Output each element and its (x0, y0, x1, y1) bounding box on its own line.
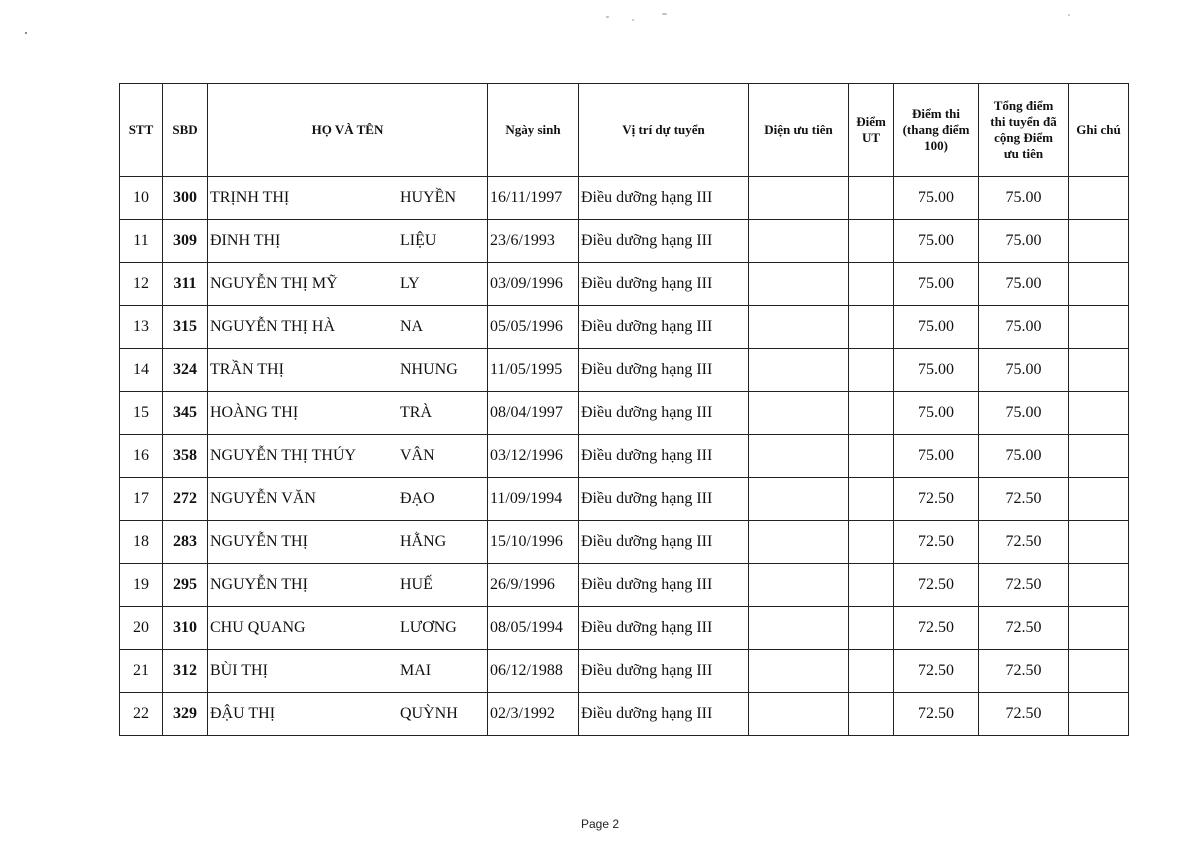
cell-priority-type (749, 392, 849, 435)
cell-total: 72.50 (979, 478, 1069, 521)
cell-name-given: HẰNG (400, 533, 447, 550)
cell-dob: 11/05/1995 (488, 349, 579, 392)
cell-priority-score (849, 349, 894, 392)
table-row (120, 478, 1129, 521)
cell-name-surname: NGUYỄN THỊ HÀ (210, 318, 336, 335)
cell-name (208, 435, 488, 478)
cell-stt: 10 (120, 177, 163, 220)
cell-sbd: 309 (163, 220, 208, 263)
cell-dob: 02/3/1992 (488, 693, 579, 736)
cell-exam-score: 72.50 (894, 521, 979, 564)
cell-name (208, 392, 488, 435)
cell-name-surname: NGUYỄN THỊ (210, 533, 308, 550)
cell-position: Điều dưỡng hạng III (579, 392, 749, 435)
header-row (120, 84, 1129, 177)
cell-sbd: 272 (163, 478, 208, 521)
cell-exam-score: 72.50 (894, 478, 979, 521)
cell-stt: 14 (120, 349, 163, 392)
table-row (120, 177, 1129, 220)
header-total-line2: thi tuyển đã (990, 114, 1057, 129)
cell-priority-score (849, 220, 894, 263)
cell-name-given: NHUNG (400, 361, 458, 378)
cell-priority-score (849, 564, 894, 607)
cell-position: Điều dưỡng hạng III (579, 650, 749, 693)
cell-stt: 22 (120, 693, 163, 736)
cell-position: Điều dưỡng hạng III (579, 478, 749, 521)
cell-name (208, 693, 488, 736)
header-priority-score (849, 84, 894, 177)
cell-dob: 16/11/1997 (488, 177, 579, 220)
cell-position: Điều dưỡng hạng III (579, 220, 749, 263)
scan-speck (1068, 14, 1070, 16)
cell-name-given: ĐẠO (400, 490, 435, 507)
header-position: Vị trí dự tuyển (579, 84, 749, 177)
cell-name-surname: ĐẬU THỊ (210, 705, 276, 722)
cell-priority-score (849, 693, 894, 736)
cell-priority-score (849, 435, 894, 478)
header-total-line1: Tổng điểm (993, 98, 1054, 113)
cell-exam-score: 75.00 (894, 263, 979, 306)
cell-total: 75.00 (979, 306, 1069, 349)
cell-sbd: 315 (163, 306, 208, 349)
cell-total: 72.50 (979, 693, 1069, 736)
table-row (120, 607, 1129, 650)
cell-name-given: NA (400, 318, 424, 335)
scan-speck (25, 32, 27, 34)
cell-position: Điều dưỡng hạng III (579, 564, 749, 607)
cell-priority-score (849, 650, 894, 693)
cell-priority-type (749, 435, 849, 478)
cell-name (208, 220, 488, 263)
cell-name-surname: ĐINH THỊ (210, 232, 281, 249)
cell-total: 72.50 (979, 607, 1069, 650)
cell-name-given: QUỲNH (400, 705, 458, 722)
cell-priority-type (749, 607, 849, 650)
cell-priority-type (749, 263, 849, 306)
cell-name (208, 564, 488, 607)
table-row (120, 650, 1129, 693)
header-total-line4: ưu tiên (1003, 146, 1044, 161)
cell-priority-score (849, 263, 894, 306)
cell-total: 72.50 (979, 564, 1069, 607)
cell-note (1069, 263, 1129, 306)
cell-stt: 18 (120, 521, 163, 564)
cell-stt: 17 (120, 478, 163, 521)
cell-name-given: HUYỀN (400, 189, 456, 206)
cell-exam-score: 72.50 (894, 693, 979, 736)
cell-exam-score: 75.00 (894, 306, 979, 349)
cell-name-surname: NGUYỄN THỊ MỸ (210, 275, 338, 292)
header-priority-score-line1: Điểm (856, 114, 886, 129)
cell-dob: 23/6/1993 (488, 220, 579, 263)
cell-dob: 06/12/1988 (488, 650, 579, 693)
cell-position: Điều dưỡng hạng III (579, 263, 749, 306)
cell-name (208, 263, 488, 306)
table-row (120, 220, 1129, 263)
cell-sbd: 310 (163, 607, 208, 650)
cell-note (1069, 220, 1129, 263)
cell-dob: 08/04/1997 (488, 392, 579, 435)
cell-stt: 20 (120, 607, 163, 650)
cell-position: Điều dưỡng hạng III (579, 607, 749, 650)
cell-position: Điều dưỡng hạng III (579, 349, 749, 392)
table-header (120, 84, 1129, 177)
cell-exam-score: 72.50 (894, 607, 979, 650)
cell-name-given: LIỆU (400, 232, 437, 249)
cell-note (1069, 177, 1129, 220)
cell-dob: 05/05/1996 (488, 306, 579, 349)
cell-priority-score (849, 478, 894, 521)
cell-sbd: 324 (163, 349, 208, 392)
cell-name (208, 521, 488, 564)
cell-name-surname: NGUYỄN VĂN (210, 490, 316, 507)
cell-position: Điều dưỡng hạng III (579, 177, 749, 220)
scan-speck (606, 16, 609, 18)
cell-name (208, 478, 488, 521)
cell-priority-score (849, 392, 894, 435)
cell-name-surname: HOÀNG THỊ (210, 404, 299, 421)
header-stt: STT (120, 84, 163, 177)
cell-name-given: VÂN (400, 447, 435, 464)
cell-total: 75.00 (979, 349, 1069, 392)
cell-total: 75.00 (979, 263, 1069, 306)
cell-sbd: 300 (163, 177, 208, 220)
cell-stt: 11 (120, 220, 163, 263)
header-sbd: SBD (163, 84, 208, 177)
cell-name-given: LY (400, 275, 420, 292)
cell-total: 75.00 (979, 177, 1069, 220)
cell-note (1069, 392, 1129, 435)
cell-stt: 16 (120, 435, 163, 478)
header-total (979, 84, 1069, 177)
cell-dob: 03/12/1996 (488, 435, 579, 478)
cell-priority-type (749, 564, 849, 607)
cell-priority-score (849, 521, 894, 564)
header-priority-type: Diện ưu tiên (749, 84, 849, 177)
results-table (119, 83, 1129, 736)
cell-exam-score: 72.50 (894, 650, 979, 693)
cell-exam-score: 75.00 (894, 220, 979, 263)
cell-name-given: HUẾ (400, 576, 433, 593)
cell-dob: 26/9/1996 (488, 564, 579, 607)
cell-position: Điều dưỡng hạng III (579, 521, 749, 564)
cell-total: 75.00 (979, 392, 1069, 435)
cell-total: 72.50 (979, 521, 1069, 564)
cell-name (208, 306, 488, 349)
table-row (120, 263, 1129, 306)
cell-note (1069, 435, 1129, 478)
cell-name (208, 650, 488, 693)
header-exam-score-line3: 100) (924, 138, 948, 153)
table-row (120, 564, 1129, 607)
cell-sbd: 329 (163, 693, 208, 736)
page-number: Page 2 (580, 817, 620, 831)
header-exam-score (894, 84, 979, 177)
cell-total: 75.00 (979, 435, 1069, 478)
cell-name-surname: NGUYỄN THỊ THÚY (210, 447, 357, 464)
cell-position: Điều dưỡng hạng III (579, 435, 749, 478)
cell-name-surname: NGUYỄN THỊ (210, 576, 308, 593)
cell-exam-score: 75.00 (894, 349, 979, 392)
cell-stt: 19 (120, 564, 163, 607)
cell-priority-score (849, 306, 894, 349)
table-row (120, 693, 1129, 736)
cell-name-surname: BÙI THỊ (210, 662, 268, 679)
header-priority-score-line2: UT (861, 130, 881, 145)
cell-note (1069, 650, 1129, 693)
cell-total: 72.50 (979, 650, 1069, 693)
cell-priority-type (749, 306, 849, 349)
scan-speck (632, 19, 634, 21)
cell-sbd: 311 (163, 263, 208, 306)
table-row (120, 349, 1129, 392)
cell-stt: 15 (120, 392, 163, 435)
header-note: Ghi chú (1069, 84, 1129, 177)
cell-note (1069, 564, 1129, 607)
cell-name-given: MAI (400, 662, 432, 679)
cell-note (1069, 521, 1129, 564)
cell-sbd: 345 (163, 392, 208, 435)
cell-sbd: 312 (163, 650, 208, 693)
cell-name (208, 607, 488, 650)
cell-position: Điều dưỡng hạng III (579, 306, 749, 349)
cell-priority-type (749, 349, 849, 392)
header-dob: Ngày sinh (488, 84, 579, 177)
cell-exam-score: 75.00 (894, 177, 979, 220)
table-row (120, 521, 1129, 564)
cell-name (208, 177, 488, 220)
cell-position: Điều dưỡng hạng III (579, 693, 749, 736)
cell-name-surname: TRỊNH THỊ (210, 189, 290, 206)
cell-dob: 11/09/1994 (488, 478, 579, 521)
header-total-line3: cộng Điểm (994, 130, 1053, 145)
cell-note (1069, 349, 1129, 392)
table-row (120, 306, 1129, 349)
cell-note (1069, 478, 1129, 521)
cell-note (1069, 607, 1129, 650)
cell-note (1069, 693, 1129, 736)
cell-dob: 03/09/1996 (488, 263, 579, 306)
cell-sbd: 295 (163, 564, 208, 607)
cell-total: 75.00 (979, 220, 1069, 263)
cell-dob: 15/10/1996 (488, 521, 579, 564)
cell-name-given: LƯƠNG (400, 619, 457, 636)
header-exam-score-line1: Điểm thi (911, 106, 961, 121)
cell-exam-score: 72.50 (894, 564, 979, 607)
cell-dob: 08/05/1994 (488, 607, 579, 650)
cell-name (208, 349, 488, 392)
cell-priority-type (749, 693, 849, 736)
cell-priority-type (749, 650, 849, 693)
header-exam-score-line2: (thang điểm (902, 122, 970, 137)
cell-exam-score: 75.00 (894, 435, 979, 478)
cell-name-surname: TRẦN THỊ (210, 361, 284, 378)
table-row (120, 392, 1129, 435)
cell-note (1069, 306, 1129, 349)
cell-stt: 13 (120, 306, 163, 349)
table-body (120, 177, 1129, 736)
cell-sbd: 283 (163, 521, 208, 564)
cell-exam-score: 75.00 (894, 392, 979, 435)
cell-name-given: TRÀ (400, 404, 432, 421)
cell-stt: 21 (120, 650, 163, 693)
cell-priority-type (749, 478, 849, 521)
cell-priority-score (849, 607, 894, 650)
cell-stt: 12 (120, 263, 163, 306)
cell-priority-type (749, 220, 849, 263)
cell-name-surname: CHU QUANG (210, 619, 306, 636)
scan-speck (662, 13, 667, 15)
cell-priority-type (749, 521, 849, 564)
table-row (120, 435, 1129, 478)
cell-priority-type (749, 177, 849, 220)
header-name: HỌ VÀ TÊN (208, 84, 488, 177)
cell-priority-score (849, 177, 894, 220)
cell-sbd: 358 (163, 435, 208, 478)
